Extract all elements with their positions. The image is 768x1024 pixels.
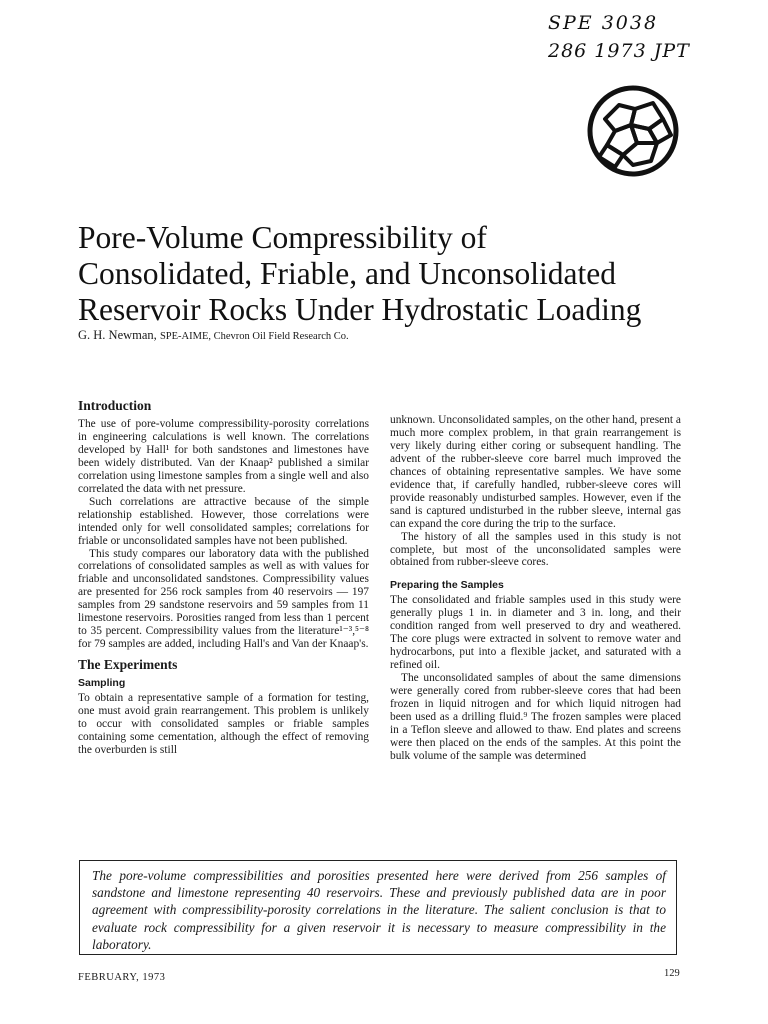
handwritten-note-citation: 286 1973 JPT xyxy=(548,40,690,62)
intro-paragraph-3: This study compares our laboratory data with the published correlations of consolidated samples as well as with values for friable and unconsolidated sandstones. Compressibility values are presented for 256 rock samples from 40 reservoirs — 197 samples from 29 sandstone reservoirs and 59 samples from 11 limestone reservoirs. Porosities ranged from less than 1 percent to 35 percent. Compressibility values from the literature¹⁻³,⁵⁻⁸ for 79 samples are added, including Hall's and Van der Knaap's. xyxy=(78,547,369,651)
section-heading-introduction: Introduction xyxy=(78,398,152,413)
subsection-heading-preparing-samples: Preparing the Samples xyxy=(390,579,504,592)
title-line-2: Consolidated, Friable, and Unconsolidated xyxy=(78,256,617,291)
title-line-3: Reservoir Rocks Under Hydrostatic Loading xyxy=(78,292,642,327)
author-line xyxy=(78,328,349,343)
footer-date: FEBRUARY, 1973 xyxy=(78,972,166,983)
intro-paragraph-2: Such correlations are attractive because of the simple relationship established. However, those correlations were intended only for well consolidated samples; correlations for friable or unconsolidated samples have not been published. xyxy=(78,495,369,547)
abstract-box xyxy=(79,860,677,955)
preparing-paragraph-2: The unconsolidated samples of about the same dimensions were generally cored from rubber-sleeve cores that had been frozen in liquid nitrogen and for which liquid nitrogen had been used as a drilling fluid.⁹ The frozen samples were placed in a Teflon sleeve and allowed to thaw. End plates and screens were then placed on the ends of the samples. At this point the bulk volume of the sample was determined xyxy=(390,672,681,762)
paper-title xyxy=(78,220,718,328)
author-affiliation: SPE-AIME, Chevron Oil Field Research Co. xyxy=(159,331,349,342)
page-number: 129 xyxy=(664,968,680,979)
title-line-1: Pore-Volume Compressibility of xyxy=(78,220,487,255)
author-name: G. H. Newman, xyxy=(78,328,157,342)
sampling-paragraph-2: The history of all the samples used in this study is not complete, but most of the unconsolidated samples were obtained from rubber-sleeve cores. xyxy=(390,530,681,569)
right-column xyxy=(390,414,681,763)
intro-paragraph-1: The use of pore-volume compressibility-porosity correlations in engineering calculations is well known. The correlations developed by Hall¹ for both sandstones and limestones have been widely distributed. Van der Knaap² published a similar correlation using limestone samples from a single well and also correlated the data with net pressure. xyxy=(78,418,369,495)
section-heading-experiments: The Experiments xyxy=(78,657,178,673)
left-column xyxy=(78,398,369,757)
spe-polygon-logo-icon xyxy=(587,85,679,177)
handwritten-note-paper-number: SPE 3038 xyxy=(548,12,659,34)
abstract-text: The pore-volume compressibilities and porosities presented here were derived from 256 samples of sandstone and limestone representing 40 reservoirs. These and previously published data are in poor agreement with compressibility-porosity correlations in the literature. The salient conclusion is that to evaluate rock compressibility for a given reservoir it is necessary to measure compressibility in the laboratory. xyxy=(92,868,666,952)
sampling-paragraph-1: To obtain a representative sample of a formation for testing, one must avoid grain rearrangement. This problem is unlikely to occur with consolidated samples or friable samples containing some cementation, although the effect of removing the overburden is still xyxy=(78,692,369,756)
sampling-paragraph-continued: unknown. Unconsolidated samples, on the other hand, present a much more complex problem, in that grain rearrangement is very likely during either coring or subsequent handling. The advent of the rubber-sleeve core barrel much improved the chances of obtaining representative samples. We have some evidence that, if carefully handled, rubber-sleeve cores will provide reasonably undisturbed samples. However, even if the sand is captured undisturbed in the rubber sleeve, internal gas can expand the core during the trip to the surface. xyxy=(390,414,681,530)
preparing-paragraph-1: The consolidated and friable samples used in this study were generally plugs 1 in. in diameter and 3 in. long, and their condition ranged from well preserved to dry and weathered. The core plugs were extracted in solvent to remove water and hydrocarbons, put into a flexible jacket, and saturated with a refined oil. xyxy=(390,594,681,672)
subsection-heading-sampling: Sampling xyxy=(78,677,126,690)
